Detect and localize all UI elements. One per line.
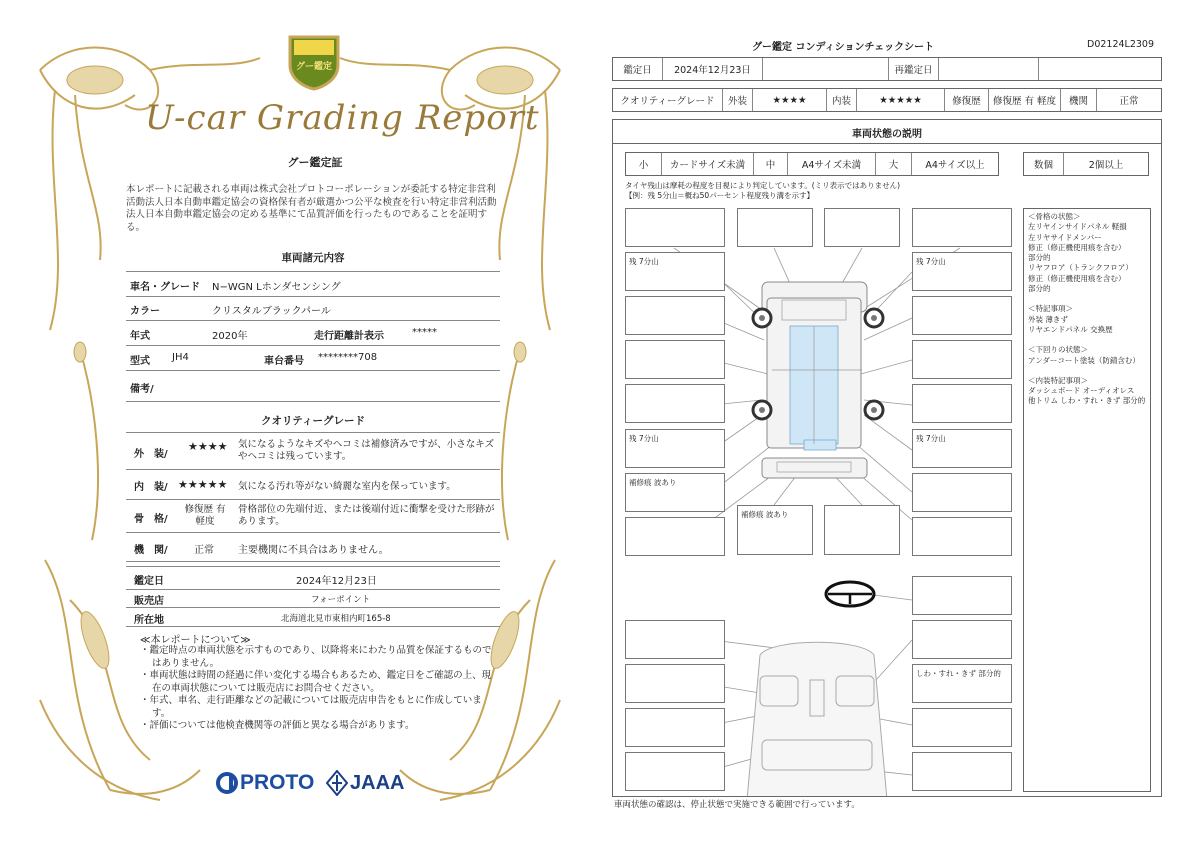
panel-rear-center-right[interactable] — [824, 505, 900, 555]
condition-note-line — [1024, 366, 1150, 376]
repair-label: 修復歴 — [945, 89, 989, 111]
panel-front-bumper-left[interactable] — [737, 208, 813, 247]
sheet-title: グー鑑定 コンディションチェックシート — [752, 42, 935, 53]
mileage-value: ***** — [412, 327, 437, 338]
state-title: 車両状態の説明 — [852, 129, 922, 140]
condition-note-line: 左リヤインサイドパネル 軽損 — [1028, 222, 1127, 232]
interior-desc: 気になる汚れ等がない綺麗な室内を保っています。 — [238, 481, 456, 492]
panel-rear-center-left[interactable] — [737, 505, 813, 555]
condition-note-line: 左リヤサイドメンバー — [1028, 232, 1102, 242]
proto-logo — [216, 772, 238, 798]
int-value: ★★★★★ — [857, 89, 945, 111]
proto-logo-text: PROTO — [240, 771, 315, 794]
color-value: クリスタルブラックパール — [212, 306, 331, 317]
condition-note-line: ＜内装特記事項＞ — [1028, 375, 1088, 385]
condition-note-line: 外装 薄きず — [1028, 314, 1068, 324]
note-item: ・車両状態は時間の経過に伴い変化する場合もあるため、鑑定日をご確認の上、現在の車両状態については販売店にお問合せください。 — [140, 670, 492, 694]
condition-note-line: ＜骨格の状態＞ — [1028, 212, 1081, 221]
panel-right-rear-door[interactable] — [912, 384, 1012, 423]
name-value: N−WGN Lホンダセンシング — [212, 282, 341, 293]
quality-row-frame — [126, 500, 500, 533]
tire-note-2: 【例：残 5分山＝概ね50パーセント程度残り溝を示す】 — [625, 191, 815, 200]
date-row — [612, 57, 1162, 81]
jaaa-logo — [326, 770, 348, 800]
state-title-bar — [612, 119, 1162, 144]
color-label: カラー — [130, 306, 160, 317]
panel-right-fender[interactable] — [912, 296, 1012, 335]
quality-section-title: クオリティーグレード — [261, 415, 365, 427]
certificate-heading: グー鑑定証 — [287, 156, 343, 169]
dealer-value: フォーポイント — [311, 595, 371, 605]
frame-label: 骨 格/ — [134, 514, 168, 525]
condition-note-line: アンダーコート塗装（防錆含む） — [1028, 355, 1140, 365]
address-value: 北海道北見市東相内町165-8 — [281, 614, 391, 624]
panel-interior-6[interactable] — [912, 708, 1012, 747]
legend-small-desc: カードサイズ未満 — [662, 153, 754, 175]
quality-row-engine — [126, 533, 500, 562]
panel-interior-1[interactable] — [625, 620, 725, 659]
condition-note-line — [1024, 335, 1150, 345]
date-value: 2024年12月23日 — [663, 58, 763, 80]
panel-left-rear-door[interactable] — [625, 384, 725, 423]
chassis-label: 車台番号 — [264, 356, 304, 367]
frame-value: 修復歴 有 軽度 — [184, 504, 226, 527]
address-row — [126, 608, 500, 627]
panel-dashboard[interactable] — [912, 576, 1012, 615]
year-value: 2020年 — [212, 331, 248, 342]
engine-value: 正常 — [1119, 96, 1139, 107]
condition-note-line: 修正（修正機使用痕を含む） — [1028, 242, 1126, 252]
footer-note: 車両状態の確認は、停止状態で実施できる範囲で行っています。 — [614, 800, 860, 810]
condition-note-line: ＜特記事項＞ — [1028, 304, 1073, 314]
notes-title: ≪本レポートについて≫ — [140, 635, 251, 646]
note-item: ・年式、車名、走行距離などの記載については販売店申告をもとに作成しています。 — [140, 695, 482, 719]
condition-note-line: 他トリム しわ・すれ・きず 部分的 — [1028, 396, 1146, 406]
rear-right-tire-note: 残 7分山 — [916, 434, 946, 443]
panel-front-left-corner[interactable] — [625, 208, 725, 247]
rear-left-tire-note: 残 7分山 — [629, 434, 659, 443]
mileage-label: 走行距離計表示 — [314, 331, 384, 342]
badge-text: グー鑑定 — [295, 62, 332, 72]
report-script-title: U-car Grading Report — [145, 98, 540, 138]
left-quarter-note: 補修痕 波あり — [629, 478, 677, 487]
appraisal-date-label: 鑑定日 — [134, 576, 164, 587]
spec-section-title: 車両諸元内容 — [281, 252, 345, 264]
legend-medium-desc: A4サイズ未満 — [788, 153, 876, 175]
legend-large: 大 — [876, 153, 912, 175]
condition-note-line: ダッシュボード オーディオレス — [1028, 386, 1135, 396]
proto-mark-icon — [216, 772, 238, 794]
sheet-id: D02124L2309 — [1087, 39, 1155, 50]
quality-row-exterior — [126, 432, 500, 470]
year-label: 年式 — [130, 331, 150, 342]
appraisal-date-value: 2024年12月23日 — [296, 576, 377, 587]
spec-row-name — [126, 271, 500, 297]
panel-interior-2[interactable] — [912, 620, 1012, 659]
spec-row-remarks — [126, 371, 500, 402]
panel-interior-5[interactable] — [625, 708, 725, 747]
panel-left-fender[interactable] — [625, 296, 725, 335]
count-legend — [1023, 152, 1149, 176]
spec-row-year — [126, 321, 500, 346]
name-label: 車名・グレード — [130, 282, 200, 293]
condition-note-line — [1024, 294, 1150, 304]
model-label: 型式 — [130, 356, 150, 367]
date-label: 鑑定日 — [613, 58, 663, 80]
engine-label: 機関 — [1061, 89, 1097, 111]
notes-list — [140, 645, 495, 733]
size-legend — [625, 152, 999, 176]
panel-rear-right-tire[interactable] — [912, 429, 1012, 468]
note-item: ・鑑定時点の車両状態を示すものであり、以降将来にわたり品質を保証するものではありません。 — [140, 645, 492, 669]
reinspect-value — [939, 58, 1039, 80]
address-label: 所在地 — [134, 615, 164, 626]
dealer-row — [126, 589, 500, 608]
engine-desc: 主要機関に不具合はありません。 — [238, 545, 389, 556]
condition-notes — [1023, 208, 1151, 792]
panel-front-right-tire[interactable] — [912, 252, 1012, 291]
date-blank — [763, 58, 889, 80]
condition-note-line: 部分的 — [1028, 284, 1051, 294]
panel-interior-7[interactable] — [625, 752, 725, 791]
panel-interior-8[interactable] — [912, 752, 1012, 791]
condition-note-line: 部分的 — [1028, 253, 1051, 263]
legend-count-desc: 2個以上 — [1088, 160, 1124, 171]
remarks-label: 備考/ — [130, 384, 154, 395]
grade-label: クオリティーグレード — [613, 89, 723, 111]
model-value: JH4 — [172, 352, 189, 363]
grade-row — [612, 88, 1162, 112]
certificate-intro: 本レポートに記載される車両は株式会社プロトコーポレーションが委託する特定非営利活動法人日本自動車鑑定協会の資格保有者が厳選かつ公平な検査を行い特定非営利活動法人日本自動車鑑定協会の定める基準にて品質評価を行ったものであることを証明する。 — [126, 184, 497, 233]
exterior-stars: ★★★★ — [188, 440, 228, 453]
tire-note-1: タイヤ残山は摩耗の程度を目視により判定しています。(ミリ表示ではありません) — [625, 181, 901, 190]
exterior-desc: 気になるようなキズやヘコミは補修済みですが、小さなキズやヘコミは残っています。 — [238, 439, 495, 462]
engine-value: 正常 — [194, 545, 214, 556]
chassis-value: ********708 — [318, 352, 378, 363]
panel-rear-left-tire[interactable] — [625, 429, 725, 468]
panel-front-right-corner[interactable] — [912, 208, 1012, 247]
interior-wear-note: しわ・すれ・きず 部分的 — [916, 669, 1001, 678]
ext-label: 外装 — [723, 89, 753, 111]
panel-left-quarter[interactable] — [625, 473, 725, 512]
panel-interior-3[interactable] — [625, 664, 725, 703]
appraisal-date-row — [126, 566, 500, 590]
interior-label: 内 装/ — [134, 482, 168, 493]
steering-wheel-icon — [826, 582, 874, 606]
legend-medium: 中 — [754, 153, 788, 175]
exterior-label: 外 装/ — [134, 449, 168, 460]
front-right-tire-note: 残 7分山 — [916, 257, 946, 266]
frame-desc: 骨格部位の先端付近、または後端付近に衝撃を受けた形跡があります。 — [238, 504, 495, 527]
front-left-tire-note: 残 7分山 — [629, 257, 659, 266]
legend-large-desc: A4サイズ以上 — [925, 160, 985, 171]
spec-row-color — [126, 296, 500, 321]
note-item: ・評価については他検査機関等の評価と異なる場合があります。 — [140, 720, 415, 731]
panel-front-bumper-right[interactable] — [824, 208, 900, 247]
legend-count: 数個 — [1024, 153, 1064, 175]
panel-right-quarter[interactable] — [912, 473, 1012, 512]
panel-rear-left-corner[interactable] — [625, 517, 725, 556]
int-label: 内装 — [827, 89, 857, 111]
goo-kantei-badge — [284, 31, 344, 91]
jaaa-logo-text: JAAA — [350, 772, 405, 794]
panel-interior-4[interactable] — [912, 664, 1012, 703]
condition-note-line: ＜下回りの状態＞ — [1028, 345, 1088, 355]
ext-value: ★★★★ — [753, 89, 827, 111]
rear-repair-note: 補修痕 波あり — [741, 510, 789, 519]
condition-note-line: 修正（修正機使用痕を含む） — [1028, 273, 1126, 283]
condition-note-line: リヤフロア（トランクフロア） — [1028, 263, 1133, 273]
spec-row-model — [126, 346, 500, 371]
dealer-label: 販売店 — [134, 596, 164, 607]
panel-rear-right-corner[interactable] — [912, 517, 1012, 556]
jaaa-mark-icon — [326, 770, 348, 796]
repair-value: 修復歴 有 軽度 — [989, 89, 1061, 111]
engine-label: 機 関/ — [134, 545, 168, 556]
panel-front-left-tire[interactable] — [625, 252, 725, 291]
condition-note-line: リヤエンドパネル 交換歴 — [1028, 324, 1113, 334]
panel-left-front-door[interactable] — [625, 340, 725, 379]
quality-row-interior — [126, 469, 500, 500]
interior-stars: ★★★★★ — [178, 478, 228, 491]
reinspect-label: 再鑑定日 — [889, 58, 939, 80]
legend-small: 小 — [626, 153, 662, 175]
panel-right-front-door[interactable] — [912, 340, 1012, 379]
